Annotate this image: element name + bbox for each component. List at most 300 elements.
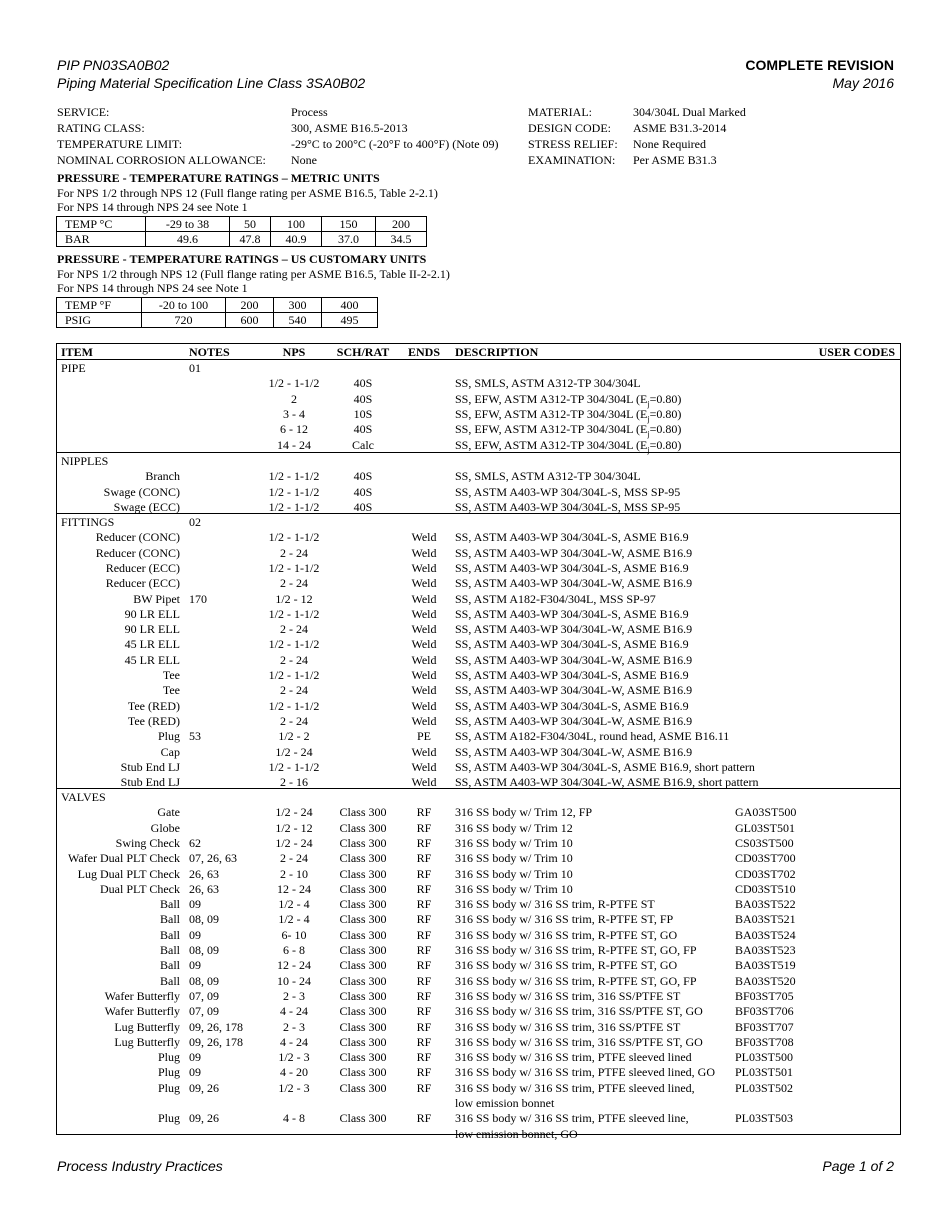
table-row: [57, 1081, 900, 1096]
cell-nps: 2 - 24: [280, 683, 308, 698]
cell-desc: 316 SS body w/ 316 SS trim, R-PTFE ST, GO: [455, 927, 678, 942]
cell-desc-subscript: j: [647, 429, 650, 439]
cell-desc: SS, ASTM A403-WP 304/304L-W, ASME B16.9: [455, 545, 693, 560]
cell-sch: Class 300: [339, 1080, 387, 1095]
cell-sch: Class 300: [339, 1019, 387, 1034]
cell-nps: 1/2 - 1-1/2: [268, 530, 320, 545]
cell-desc: SS, ASTM A403-WP 304/304L-W, ASME B16.9: [455, 576, 693, 591]
section-name: PIPE: [61, 361, 86, 375]
table-row: [57, 469, 900, 484]
table-row: [57, 851, 900, 866]
cell-desc: SS, ASTM A182-F304/304L, round head, ASME B16.11: [455, 729, 730, 744]
cell-sch: Class 300: [339, 927, 387, 942]
cell-desc: low emission bonnet, GO: [455, 1126, 578, 1141]
cell-ends: RF: [416, 1050, 432, 1065]
cell-item: 90 LR ELL: [124, 606, 180, 621]
cell-item: Tee (RED): [127, 713, 180, 728]
cell-notes: 09: [189, 1065, 201, 1080]
corrosion-allowance-value: None: [291, 153, 317, 167]
cell-desc: [455, 392, 681, 407]
cell-ends: Weld: [411, 637, 437, 652]
section-header: [57, 454, 900, 469]
table-row: [57, 1035, 900, 1050]
cell-nps: 2: [291, 391, 297, 406]
cell-sch: Class 300: [339, 958, 387, 973]
pt-us-note-1: For NPS 1/2 through NPS 12 (Full flange rating per ASME B16.5, Table II-2-2.1): [57, 267, 450, 281]
pt-us-title: PRESSURE - TEMPERATURE RATINGS – US CUSTOMARY UNITS: [57, 252, 427, 266]
cell-item: BW Pipet: [133, 591, 180, 606]
pt-metric-temp: 200: [376, 217, 427, 232]
cell-item: Plug: [157, 1065, 180, 1080]
table-row: [57, 821, 900, 836]
cell-desc: SS, ASTM A403-WP 304/304L-W, ASME B16.9: [455, 622, 693, 637]
cell-ends: PE: [416, 729, 431, 744]
table-row: [57, 422, 900, 437]
cell-notes: 09: [189, 927, 201, 942]
table-row: [57, 485, 900, 500]
cell-nps: 1/2 - 1-1/2: [268, 698, 320, 713]
cell-sch: Class 300: [339, 973, 387, 988]
cell-desc: 316 SS body w/ 316 SS trim, R-PTFE ST, GO, FP: [455, 943, 697, 957]
cell-desc-tail: =0.80): [649, 422, 682, 437]
cell-nps: 1/2 - 1-1/2: [268, 759, 320, 774]
cell-notes: 07, 09: [189, 988, 219, 1003]
cell-ends: RF: [416, 988, 432, 1003]
cell-desc: 316 SS body w/ 316 SS trim, R-PTFE ST, FP: [455, 912, 674, 927]
pt-metric-temp: -29 to 38: [146, 217, 230, 232]
cell-nps: 2 - 24: [280, 851, 308, 866]
pt-metric-pressure: 37.0: [322, 232, 376, 247]
cell-desc: 316 SS body w/ 316 SS trim, PTFE sleeved lined,: [455, 1080, 695, 1095]
pt-metric-pressure: 49.6: [146, 232, 230, 247]
cell-nps: 1/2 - 3: [278, 1080, 310, 1095]
cell-ends: RF: [416, 912, 432, 927]
cell-notes: 62: [189, 835, 201, 850]
cell-sch: 40S: [353, 376, 373, 391]
cell-nps: 1/2 - 2: [278, 729, 310, 744]
cell-nps: 6- 10: [281, 927, 307, 942]
cell-desc: SS, ASTM A403-WP 304/304L-S, MSS SP-95: [455, 499, 681, 514]
cell-item: Swing Check: [115, 835, 180, 850]
cell-item: Branch: [145, 469, 180, 484]
col-user-codes: USER CODES: [818, 345, 895, 359]
table-row: [57, 729, 900, 744]
cell-item: Reducer (ECC): [105, 560, 180, 575]
cell-code: PL03ST502: [735, 1080, 794, 1095]
cell-item: 45 LR ELL: [124, 637, 180, 652]
cell-ends: Weld: [411, 744, 437, 759]
cell-notes: 09, 26: [189, 1080, 219, 1095]
cell-ends: Weld: [411, 545, 437, 560]
table-row: [57, 530, 900, 545]
cell-notes: 09: [189, 897, 201, 912]
cell-item: Tee (RED): [127, 698, 180, 713]
cell-ends: Weld: [411, 652, 437, 667]
cell-code: BA03ST520: [735, 973, 796, 988]
cell-sch: 40S: [353, 391, 373, 406]
cell-desc: low emission bonnet: [455, 1096, 555, 1110]
examination-value: Per ASME B31.3: [633, 153, 717, 167]
cell-item: Swage (ECC): [113, 499, 180, 514]
cell-item: Ball: [160, 927, 180, 942]
material-label: MATERIAL:: [528, 105, 592, 119]
cell-item: 45 LR ELL: [124, 652, 180, 667]
cell-desc: 316 SS body w/ Trim 12: [455, 820, 573, 835]
cell-item: 90 LR ELL: [124, 622, 180, 637]
cell-sch: Class 300: [339, 897, 387, 912]
cell-ends: RF: [416, 927, 432, 942]
cell-nps: 4 - 20: [280, 1065, 308, 1080]
section-notes: 02: [189, 515, 201, 529]
table-row: [57, 699, 900, 714]
cell-ends: Weld: [411, 713, 437, 728]
cell-ends: Weld: [411, 530, 437, 545]
cell-nps: 1/2 - 1-1/2: [268, 499, 320, 514]
cell-desc-tail: =0.80): [649, 406, 682, 421]
cell-item: Ball: [160, 943, 180, 957]
pt-us-press-label: PSIG: [57, 313, 142, 328]
table-row: [57, 376, 900, 391]
pt-us-pressure: 720: [142, 313, 226, 328]
table-row: [57, 805, 900, 820]
cell-notes: 26, 63: [189, 881, 219, 896]
cell-nps: 1/2 - 1-1/2: [268, 469, 320, 484]
cell-item: Plug: [157, 1080, 180, 1095]
cell-ends: Weld: [411, 622, 437, 637]
table-row: [57, 1111, 900, 1126]
cell-nps: 2 - 10: [280, 866, 308, 881]
cell-sch: Class 300: [339, 988, 387, 1003]
cell-code: GA03ST500: [735, 805, 797, 820]
table-row: [57, 438, 900, 453]
cell-desc-tail: =0.80): [649, 391, 682, 406]
cell-desc: SS, ASTM A403-WP 304/304L-S, ASME B16.9: [455, 668, 689, 682]
cell-nps: 1/2 - 4: [278, 912, 310, 927]
section-header: [57, 790, 900, 805]
cell-sch: Class 300: [339, 1050, 387, 1065]
cell-nps: 2 - 24: [280, 622, 308, 637]
cell-desc-text: SS, EFW, ASTM A312-TP 304/304L (E: [455, 422, 648, 437]
doc-id: PIP PN03SA0B02: [57, 57, 170, 73]
service-value: Process: [291, 105, 328, 119]
pt-us-temp: 200: [226, 298, 274, 313]
cell-nps: 1/2 - 1-1/2: [268, 376, 320, 391]
cell-desc-tail: =0.80): [649, 437, 682, 452]
cell-notes: 08, 09: [189, 912, 219, 927]
pt-metric-note-1: For NPS 1/2 through NPS 12 (Full flange rating per ASME B16.5, Table 2-2.1): [57, 186, 438, 200]
table-row: [57, 546, 900, 561]
cell-sch: 10S: [353, 406, 373, 421]
cell-item: Gate: [157, 805, 180, 820]
cell-item: Lug Butterfly: [114, 1019, 180, 1034]
cell-code: PL03ST500: [735, 1050, 794, 1065]
pt-us-pressure: 495: [322, 313, 378, 328]
cell-item: Stub End LJ: [120, 775, 180, 790]
cell-sch: Class 300: [339, 1111, 387, 1126]
cell-nps: 1/2 - 24: [275, 835, 313, 850]
table-row: [57, 714, 900, 729]
cell-sch: Class 300: [339, 851, 387, 866]
cell-desc: [455, 407, 681, 422]
cell-ends: Weld: [411, 683, 437, 698]
cell-notes: 09: [189, 1050, 201, 1065]
cell-code: PL03ST503: [735, 1111, 794, 1126]
cell-ends: RF: [416, 1111, 432, 1126]
pt-metric-pressure: 40.9: [271, 232, 322, 247]
cell-ends: Weld: [411, 698, 437, 713]
cell-ends: RF: [416, 1004, 432, 1019]
cell-nps: 2 - 24: [280, 713, 308, 728]
cell-nps: 1/2 - 12: [275, 820, 313, 835]
service-label: SERVICE:: [57, 105, 110, 119]
cell-notes: 53: [189, 729, 201, 744]
cell-item: Wafer Butterfly: [104, 988, 180, 1003]
cell-nps: 12 - 24: [277, 881, 311, 896]
doc-date: May 2016: [832, 75, 894, 91]
pt-us-temp-label: TEMP °F: [57, 298, 142, 313]
cell-notes: 26, 63: [189, 866, 219, 881]
pt-us-temp: 300: [274, 298, 322, 313]
table-row: [57, 1050, 900, 1065]
temperature-limit-label: TEMPERATURE LIMIT:: [57, 137, 183, 151]
cell-sch: Class 300: [339, 943, 387, 957]
cell-desc: SS, ASTM A403-WP 304/304L-S, ASME B16.9: [455, 637, 689, 652]
cell-sch: 40S: [353, 422, 373, 437]
cell-code: BF03ST708: [735, 1034, 794, 1049]
pt-us-temp: -20 to 100: [142, 298, 226, 313]
cell-item: Stub End LJ: [120, 759, 180, 774]
pt-metric-title: PRESSURE - TEMPERATURE RATINGS – METRIC UNITS: [57, 171, 380, 185]
cell-sch: Class 300: [339, 835, 387, 850]
cell-code: BA03ST521: [735, 912, 796, 927]
cell-desc: SS, ASTM A403-WP 304/304L-S, ASME B16.9: [455, 606, 689, 621]
table-row: [57, 760, 900, 775]
cell-desc: 316 SS body w/ 316 SS trim, 316 SS/PTFE ST: [455, 988, 681, 1003]
cell-nps: 1/2 - 3: [278, 1050, 310, 1065]
cell-item: Wafer Dual PLT Check: [67, 851, 180, 866]
cell-nps: 4 - 24: [280, 1034, 308, 1049]
cell-sch: Class 300: [339, 912, 387, 927]
cell-item: Ball: [160, 912, 180, 927]
table-row: [57, 622, 900, 637]
cell-nps: 12 - 24: [277, 958, 311, 973]
cell-nps: 4 - 24: [280, 1004, 308, 1019]
rating-class-label: RATING CLASS:: [57, 121, 145, 135]
table-row: [57, 989, 900, 1004]
cell-desc: SS, ASTM A403-WP 304/304L-S, ASME B16.9: [455, 560, 689, 575]
cell-desc: SS, ASTM A403-WP 304/304L-S, MSS SP-95: [455, 484, 681, 499]
table-row: [57, 958, 900, 973]
cell-sch: Class 300: [339, 866, 387, 881]
cell-nps: 2 - 3: [283, 1019, 305, 1034]
cell-desc: SS, ASTM A403-WP 304/304L-S, ASME B16.9: [455, 530, 689, 545]
cell-code: BA03ST519: [735, 958, 796, 973]
cell-code: CD03ST702: [735, 866, 796, 881]
cell-sch: Class 300: [339, 881, 387, 896]
cell-nps: 1/2 - 24: [275, 805, 313, 820]
table-row: [57, 607, 900, 622]
cell-nps: 4 - 8: [283, 1111, 305, 1126]
cell-code: PL03ST501: [735, 1065, 794, 1080]
cell-item: Cap: [160, 744, 180, 759]
cell-item: Ball: [160, 897, 180, 912]
cell-ends: Weld: [411, 591, 437, 606]
table-row: [57, 867, 900, 882]
section-notes: 01: [189, 361, 201, 375]
cell-ends: RF: [416, 1034, 432, 1049]
cell-nps: 1/2 - 1-1/2: [268, 606, 320, 621]
cell-code: GL03ST501: [735, 820, 795, 835]
section-header: [57, 515, 900, 530]
cell-ends: Weld: [411, 576, 437, 591]
table-row: [57, 1096, 900, 1111]
cell-code: BF03ST706: [735, 1004, 794, 1019]
cell-nps: 2 - 16: [280, 775, 308, 790]
pt-metric-temp-label: TEMP °C: [57, 217, 146, 232]
cell-ends: Weld: [411, 606, 437, 621]
cell-nps: 10 - 24: [277, 973, 311, 988]
revision-label: COMPLETE REVISION: [745, 57, 894, 73]
cell-item: Ball: [160, 973, 180, 988]
cell-desc: 316 SS body w/ 316 SS trim, R-PTFE ST, GO: [455, 958, 678, 973]
table-header: [57, 345, 900, 360]
cell-nps: 1/2 - 4: [278, 897, 310, 912]
table-row: [57, 637, 900, 652]
section-name: VALVES: [61, 790, 106, 804]
col-ends: ENDS: [407, 345, 440, 359]
cell-ends: RF: [416, 851, 432, 866]
design-code-value: ASME B31.3-2014: [633, 121, 727, 135]
cell-desc-text: SS, EFW, ASTM A312-TP 304/304L (E: [455, 391, 648, 406]
table-row: [57, 592, 900, 607]
cell-ends: RF: [416, 958, 432, 973]
cell-nps: 1/2 - 1-1/2: [268, 560, 320, 575]
cell-item: Plug: [157, 1050, 180, 1065]
cell-desc: 316 SS body w/ 316 SS trim, PTFE sleeved line,: [455, 1111, 689, 1126]
col-sch-rat: SCH/RAT: [336, 345, 390, 359]
table-row: [57, 576, 900, 591]
pt-metric-pressure: 34.5: [376, 232, 427, 247]
cell-nps: 2 - 24: [280, 652, 308, 667]
cell-nps: 2 - 3: [283, 988, 305, 1003]
cell-item: Dual PLT Check: [100, 881, 180, 896]
cell-code: BA03ST522: [735, 897, 796, 912]
cell-code: CD03ST700: [735, 851, 796, 866]
section-header: [57, 361, 900, 376]
cell-nps: 1/2 - 1-1/2: [268, 637, 320, 652]
pt-metric-press-label: BAR: [57, 232, 146, 247]
cell-nps: 1/2 - 1-1/2: [268, 484, 320, 499]
cell-code: BF03ST707: [735, 1019, 794, 1034]
cell-sch: Calc: [352, 437, 374, 452]
table-row: [57, 836, 900, 851]
stress-relief-label: STRESS RELIEF:: [528, 137, 618, 151]
cell-item: Tee: [162, 668, 180, 682]
pt-metric-note-2: For NPS 14 through NPS 24 see Note 1: [57, 200, 248, 214]
cell-desc: [455, 422, 681, 437]
cell-desc: 316 SS body w/ 316 SS trim, 316 SS/PTFE ST, GO: [455, 1004, 703, 1019]
pt-us-temp: 400: [322, 298, 378, 313]
table-row: [57, 882, 900, 897]
cell-nps: 1/2 - 12: [275, 591, 313, 606]
cell-sch: Class 300: [339, 805, 387, 820]
cell-desc: 316 SS body w/ Trim 10: [455, 881, 573, 896]
cell-item: Wafer Butterfly: [104, 1004, 180, 1019]
cell-desc: [455, 438, 681, 453]
cell-desc: SS, ASTM A403-WP 304/304L-W, ASME B16.9: [455, 652, 693, 667]
pt-metric-temp: 50: [230, 217, 271, 232]
cell-desc: SS, SMLS, ASTM A312-TP 304/304L: [455, 469, 641, 484]
table-row: [57, 745, 900, 760]
col-nps: NPS: [282, 345, 306, 359]
cell-code: CD03ST510: [735, 881, 796, 896]
cell-desc-text: SS, EFW, ASTM A312-TP 304/304L (E: [455, 437, 648, 452]
cell-desc: 316 SS body w/ 316 SS trim, 316 SS/PTFE ST: [455, 1019, 681, 1034]
col-notes: NOTES: [189, 345, 230, 359]
cell-desc: SS, ASTM A403-WP 304/304L-W, ASME B16.9, short pattern: [455, 775, 759, 790]
cell-notes: 07, 26, 63: [189, 851, 237, 866]
pt-us-pressure: 540: [274, 313, 322, 328]
cell-ends: Weld: [411, 668, 437, 682]
cell-notes: 09: [189, 958, 201, 973]
table-row: [57, 912, 900, 927]
cell-notes: 08, 09: [189, 943, 219, 957]
cell-item: Reducer (CONC): [95, 530, 180, 545]
cell-desc: 316 SS body w/ 316 SS trim, PTFE sleeved lined, GO: [455, 1065, 716, 1080]
cell-item: Lug Dual PLT Check: [77, 866, 180, 881]
design-code-label: DESIGN CODE:: [528, 121, 611, 135]
cell-code: BA03ST523: [735, 943, 796, 957]
cell-item: Reducer (ECC): [105, 576, 180, 591]
pt-us-pressure: 600: [226, 313, 274, 328]
cell-sch: 40S: [353, 469, 373, 484]
cell-sch: 40S: [353, 499, 373, 514]
col-description: DESCRIPTION: [455, 345, 539, 359]
cell-ends: RF: [416, 973, 432, 988]
cell-desc: SS, SMLS, ASTM A312-TP 304/304L: [455, 376, 641, 391]
cell-desc: SS, ASTM A403-WP 304/304L-W, ASME B16.9: [455, 744, 693, 759]
table-row: [57, 1004, 900, 1019]
table-row: [57, 668, 900, 683]
cell-ends: RF: [416, 866, 432, 881]
section-name: NIPPLES: [61, 454, 109, 468]
table-row: [57, 897, 900, 912]
cell-item: Tee: [162, 683, 180, 698]
corrosion-allowance-label: NOMINAL CORROSION ALLOWANCE:: [57, 153, 266, 167]
cell-nps: 3 - 4: [283, 406, 305, 421]
footer-publisher: Process Industry Practices: [57, 1158, 223, 1174]
table-row: [57, 974, 900, 989]
doc-title: Piping Material Specification Line Class 3SA0B02: [57, 75, 366, 91]
table-row: [57, 1127, 900, 1142]
cell-item: Ball: [160, 958, 180, 973]
cell-nps: 2 - 24: [280, 576, 308, 591]
cell-notes: 170: [189, 591, 207, 606]
cell-sch: Class 300: [339, 820, 387, 835]
table-row: [57, 775, 900, 790]
cell-item: Lug Butterfly: [114, 1034, 180, 1049]
temperature-limit-value: -29°C to 200°C (-20°F to 400°F) (Note 09): [291, 137, 499, 151]
cell-nps: 6 - 8: [283, 943, 305, 957]
cell-desc: 316 SS body w/ Trim 10: [455, 835, 573, 850]
cell-sch: Class 300: [339, 1065, 387, 1080]
cell-desc: SS, ASTM A403-WP 304/304L-W, ASME B16.9: [455, 713, 693, 728]
cell-desc: SS, ASTM A182-F304/304L, MSS SP-97: [455, 591, 656, 606]
cell-item: Swage (CONC): [103, 484, 180, 499]
cell-item: Reducer (CONC): [95, 545, 180, 560]
cell-sch: 40S: [353, 484, 373, 499]
cell-ends: RF: [416, 897, 432, 912]
